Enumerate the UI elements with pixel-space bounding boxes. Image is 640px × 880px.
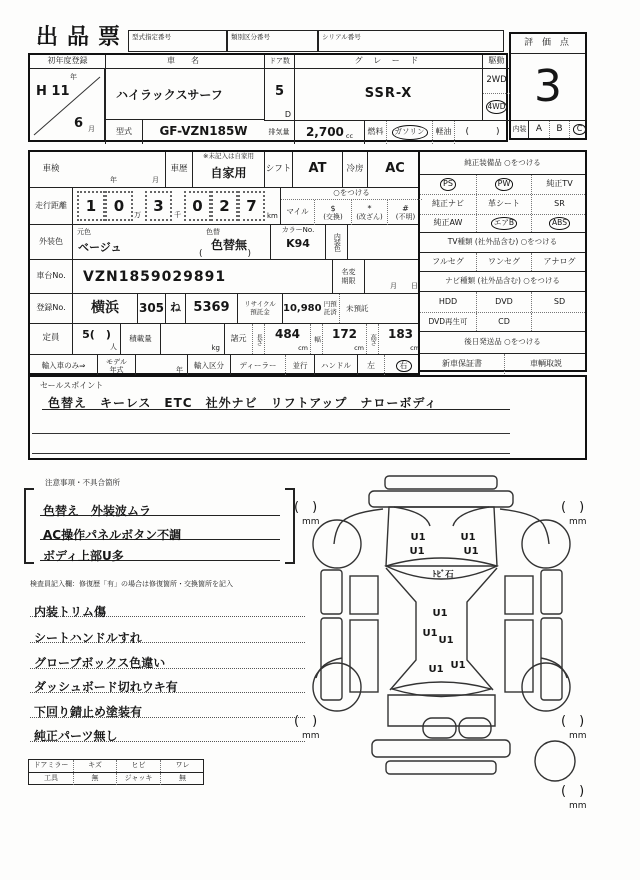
- length-label: 長さ: [255, 333, 264, 345]
- tread-bracket-front-right: ( ): [561, 500, 585, 515]
- displacement-label: 排気量: [268, 127, 290, 136]
- shaken-date-cell: [72, 152, 165, 187]
- mile-flag: マイル: [286, 207, 309, 217]
- tailgate: [388, 695, 495, 726]
- box-serial-no: [318, 30, 504, 52]
- front-bumper: [369, 491, 513, 507]
- drive-4wd-cell: [483, 94, 510, 120]
- shift-label: シフト: [264, 152, 292, 187]
- capacity-cell: [72, 324, 120, 354]
- rating-score: 3: [534, 60, 562, 112]
- later-ship-header: 後日発送品 ○をつける: [420, 332, 585, 354]
- doors-value: 5: [274, 83, 285, 99]
- rear-wheel-right: [522, 663, 570, 711]
- pillar-line-right: [467, 568, 497, 690]
- tool-doormirror: ドアミラー: [33, 761, 69, 770]
- recolor-parens: ( ): [199, 249, 252, 259]
- reg-kana: ね: [165, 294, 185, 323]
- later-ship-row: [420, 354, 585, 374]
- handle-label: ハンドル: [314, 355, 357, 377]
- height-unit: cm: [410, 344, 420, 352]
- rear-bumper-strip: [386, 761, 496, 774]
- defect-6: 純正パーツ無し: [34, 729, 118, 743]
- color-no-cell: [270, 225, 325, 259]
- navi-cd: CD: [476, 313, 531, 331]
- rear-fender-left: [316, 658, 342, 678]
- sill-left-front: [321, 570, 342, 614]
- first-reg-header: 初年度登録: [30, 55, 105, 69]
- headlight-left: [394, 507, 430, 526]
- mileage-label: 走行距離: [35, 200, 67, 210]
- mileage-digit-6: 7: [238, 191, 265, 221]
- tool-break-none: 無: [160, 773, 204, 785]
- damage-u1-roof-1: U1: [432, 608, 448, 619]
- handle-right-circled: 右: [396, 360, 412, 373]
- car-damage-diagram: [290, 468, 640, 830]
- note-line-2: [40, 524, 280, 540]
- tailgate-handle-left: [423, 718, 456, 738]
- interior-grade-c-circled: C: [573, 124, 587, 135]
- later-warranty: 新車保証書: [442, 358, 482, 368]
- first-reg-year-symbol: 年: [70, 73, 77, 81]
- width-cell: [322, 324, 366, 354]
- box-class-label: 類別区分番号: [231, 33, 270, 41]
- specs-label: 諸元: [224, 324, 252, 354]
- fuel-row: [264, 120, 510, 144]
- unknown-flag: [387, 200, 423, 225]
- fuel-diesel-parens: ( ): [454, 121, 510, 144]
- equipment-panel: [420, 150, 587, 372]
- height-cell: [378, 324, 422, 354]
- spare-tire: [535, 741, 575, 781]
- front-wheel-right: [522, 520, 570, 568]
- model-year-label-1: モデル: [106, 357, 127, 366]
- import-class-label: 輸入区分: [187, 355, 230, 377]
- reg-label: 登録No.: [36, 303, 66, 313]
- defect-line-6: [30, 725, 305, 742]
- row-registration: [30, 294, 418, 324]
- equip-row-2: [420, 195, 585, 215]
- door-left-rear: [350, 620, 378, 692]
- inspector-note: 検査員記入欄：修復歴「有」の場合は修復箇所・交換箇所を記入: [30, 580, 233, 588]
- damage-u1-hood-4: U1: [463, 546, 479, 557]
- defect-line-5: [30, 701, 305, 718]
- model-code-value: GF-VZN185W: [142, 120, 264, 144]
- headlight-right: [453, 507, 489, 526]
- mileage-km-unit: km: [267, 212, 278, 220]
- shaken-month-symbol: 月: [152, 176, 159, 184]
- history-cell: [192, 152, 264, 187]
- exchange-label: (交換): [323, 213, 343, 222]
- tool-crack: ヒビ: [116, 760, 160, 772]
- reg-area: 横浜: [72, 294, 137, 323]
- equip-oem-tv: 純正TV: [531, 175, 587, 194]
- equip-airbag-cell: [476, 215, 531, 232]
- width-label-cell: [310, 324, 322, 354]
- length-label-cell: [252, 324, 264, 354]
- interior-grade-row: [511, 120, 585, 138]
- shaken-year-symbol: 年: [110, 176, 117, 184]
- front-wheel-left: [313, 520, 361, 568]
- model-year-label-2: 年式: [109, 366, 124, 374]
- pillar-line-left: [386, 568, 416, 690]
- navi-dvd-play: DVD再生可: [428, 316, 468, 326]
- damage-u1-hood-1: U1: [410, 532, 426, 543]
- damage-u1-hood-2: U1: [460, 532, 476, 543]
- equip-abs-circled: ABS: [549, 217, 570, 229]
- tv-type-header: TV種類 (社外品含む) ○をつける: [420, 233, 585, 253]
- defect-1: 内装トリム傷: [34, 605, 107, 619]
- equip-pw-circled: PW: [495, 178, 514, 191]
- height-label: 高さ: [369, 333, 378, 345]
- capacity-value: 5( ): [82, 328, 111, 341]
- first-reg-month-value: 6: [74, 116, 84, 131]
- car-name-cell: [105, 69, 264, 120]
- orig-color-value: ベージュ: [78, 241, 122, 254]
- shift-value: AT: [292, 152, 342, 187]
- detail-table: [28, 150, 420, 375]
- damage-u1-hood-3: U1: [409, 546, 425, 557]
- equip-row-1: [420, 175, 585, 195]
- vehicle-id-table: [28, 53, 508, 142]
- equip-leather-seat: 革シート: [476, 195, 531, 214]
- defect-4: ダッシュボード切れウキ有: [34, 680, 178, 694]
- ext-color-label: 外装色: [39, 236, 63, 246]
- interior-label: 内装: [511, 121, 529, 138]
- navi-sd: SD: [531, 292, 587, 312]
- sill-right-front: [541, 570, 562, 614]
- recycle-label-1: リサイクル: [244, 300, 276, 309]
- circle-note: ○をつける: [281, 188, 422, 200]
- int-color-cell: [325, 225, 347, 259]
- rating-box: [509, 32, 587, 140]
- mm-rear-left: mm: [302, 731, 320, 741]
- notes-bracket-left: [24, 488, 34, 564]
- recycle-label-2: 預託金: [250, 307, 270, 316]
- mileage-digit-5: 2: [211, 191, 238, 221]
- altered-symbol: *: [367, 203, 372, 213]
- defect-line-4: [30, 676, 305, 693]
- sales-points-box: [28, 375, 587, 460]
- shaken-label: 車検: [42, 163, 60, 174]
- front-bumper-strip: [385, 476, 497, 489]
- tools-row-2: [29, 773, 203, 785]
- navi-row-1: [420, 292, 585, 313]
- tread-bracket-rear-left: ( ): [294, 714, 318, 729]
- equip-ps-cell: [420, 175, 476, 194]
- fuel-gasoline-circled: ガソリン: [392, 125, 428, 139]
- tool-scratch: キズ: [73, 760, 116, 772]
- height-label-cell: [366, 324, 378, 354]
- tread-bracket-front-left: ( ): [294, 500, 318, 515]
- rating-title: 評 価 点: [511, 34, 585, 54]
- navi-empty-cell: [531, 313, 587, 331]
- cooling-label: 冷房: [342, 152, 367, 187]
- length-value: 484: [274, 327, 301, 341]
- unknown-label: (不明): [395, 213, 416, 222]
- capacity-unit: 人: [110, 343, 117, 351]
- mm-rear-right: mm: [569, 731, 587, 741]
- tool-jack: ジャッキ: [116, 773, 160, 785]
- recycle-paid-cell: [282, 294, 339, 323]
- equip-row-3: [420, 215, 585, 233]
- drive-2wd: 2WD: [483, 69, 510, 94]
- exchange-symbol: $: [330, 203, 336, 213]
- defect-line-2: [30, 627, 305, 643]
- unknown-symbol: #: [402, 203, 409, 213]
- mileage-sen-symbol: 千: [174, 211, 181, 219]
- recolor-value: 色替無: [211, 238, 248, 252]
- mileage-digit-4: 0: [184, 191, 211, 221]
- equip-airbag-circled: エアB: [491, 217, 517, 229]
- sheet-title: 出品票: [36, 25, 130, 50]
- recolor-label: 色替: [206, 228, 220, 236]
- width-label: 幅: [313, 336, 322, 342]
- later-manual: 車輌取説: [504, 354, 587, 374]
- sales-points-label: セールスポイント: [40, 381, 104, 390]
- box-class-no: [227, 30, 318, 52]
- hood-panel: [386, 507, 497, 566]
- car-name-header: 車 名: [105, 55, 264, 69]
- reg-class: 305: [137, 294, 165, 323]
- drive-cell: [482, 69, 510, 120]
- equip-pw-cell: [476, 175, 531, 194]
- name-change-label-2: 期限: [341, 276, 356, 285]
- defect-2: シートハンドルすれ: [34, 631, 142, 645]
- name-change-label-1: 名変: [341, 268, 356, 277]
- tv-fullseg: フルセグ: [432, 256, 464, 266]
- mm-front-right: mm: [569, 517, 587, 527]
- interior-grade-a: A: [535, 123, 543, 134]
- doors-header: ドア数: [264, 55, 294, 69]
- damage-u1-roof-3: U1: [438, 635, 454, 646]
- sales-points-text: 色替え キーレス ETC 社外ナビ リフトアップ ナローボディ: [48, 396, 438, 410]
- model-code-label: 型式: [105, 120, 142, 144]
- damage-stone-chip: ﾄﾋﾞ石: [432, 570, 454, 580]
- defect-5: 下回り錆止め塗装有: [34, 705, 143, 719]
- load-unit: kg: [211, 344, 220, 352]
- history-value: 自家用: [210, 166, 247, 181]
- recycle-unpaid-cell: [339, 294, 422, 323]
- doors-cell: [264, 69, 294, 120]
- load-label: 積載量: [120, 324, 160, 354]
- row-inspection: [30, 152, 418, 188]
- interior-grade-c-cell: [569, 121, 589, 138]
- rear-bumper: [372, 740, 510, 757]
- grade-value: SSR-X: [294, 69, 482, 120]
- orig-color-label: 元色: [77, 228, 91, 236]
- tv-analog: アナログ: [531, 253, 587, 271]
- int-color-value-cell: [347, 225, 422, 259]
- drive-4wd-circled: 4WD: [486, 100, 508, 114]
- chassis-value: VZN1859029891: [83, 268, 227, 285]
- note-line-1: [40, 500, 280, 516]
- int-color-label: 内装色: [333, 233, 342, 251]
- row-color: [30, 225, 418, 260]
- mileage-digit-3: 3: [145, 191, 172, 221]
- color-no-value: K94: [286, 237, 310, 250]
- box-serial-label: シリアル番号: [322, 33, 361, 41]
- row-import: [30, 355, 418, 377]
- car-name-value: ハイラックスサーフ: [116, 87, 223, 102]
- tv-oneseg: ワンセグ: [476, 253, 531, 271]
- color-cell: [72, 225, 270, 259]
- navi-type-header: ナビ種類 (社外品含む) ○をつける: [420, 272, 585, 292]
- capacity-label: 定員: [42, 333, 60, 344]
- model-year-label: [97, 355, 135, 377]
- handle-right-cell: [384, 355, 422, 377]
- row-mileage: [30, 188, 418, 225]
- fuel-gasoline-cell: [386, 121, 432, 144]
- navi-hdd: HDD: [438, 296, 458, 306]
- model-year-unit: 年: [176, 366, 183, 374]
- interior-grade-b: B: [549, 121, 569, 138]
- mileage-man-symbol: 万: [134, 211, 141, 219]
- note-3: ボディ上部U多: [43, 549, 124, 563]
- equip-sunroof: SR: [531, 195, 587, 214]
- width-unit: cm: [354, 344, 364, 352]
- fuel-diesel-label: 軽油: [432, 121, 454, 144]
- damage-u1-roof-4: U1: [428, 664, 444, 675]
- displacement-unit: cc: [345, 131, 354, 140]
- door-left-front: [350, 576, 378, 614]
- chassis-cell: [72, 260, 332, 293]
- sales-points-line-1: [42, 392, 510, 410]
- equip-oem-aw: 純正AW: [433, 218, 463, 228]
- exchange-flag: [314, 200, 351, 225]
- notes-header: 注意事項・不具合箇所: [45, 478, 120, 487]
- first-reg-cell: [30, 69, 105, 140]
- door-right-front: [505, 576, 533, 614]
- damage-u1-roof-5: U1: [450, 660, 466, 671]
- defect-line-3: [30, 652, 305, 669]
- equip-ps-circled: PS: [440, 178, 456, 191]
- cooling-value: AC: [367, 152, 422, 187]
- oem-equip-header: 純正装備品 ○をつける: [420, 152, 585, 175]
- doors-suffix: D: [284, 110, 291, 119]
- grade-header: グ レ ー ド: [294, 55, 482, 69]
- recycle-paid-value: 10,980: [283, 303, 322, 314]
- note-line-3: [40, 545, 280, 561]
- width-value: 172: [331, 327, 358, 341]
- model-year-cell: [135, 355, 187, 377]
- load-cell: [160, 324, 224, 354]
- tool-break: ワレ: [160, 760, 204, 772]
- mileage-digits-cell: [72, 188, 280, 224]
- name-change-label: [332, 260, 364, 293]
- row-chassis: [30, 260, 418, 294]
- mileage-flags-cell: [280, 188, 422, 224]
- chassis-label: 車台No.: [36, 271, 66, 281]
- equip-abs-cell: [531, 215, 587, 232]
- equip-oem-navi: 純正ナビ: [432, 199, 464, 209]
- name-change-md: 月 日: [390, 282, 418, 290]
- recycle-paid-suffix: 円預託済: [323, 300, 337, 316]
- displacement-cell: [294, 121, 364, 144]
- tv-type-row: [420, 253, 585, 272]
- note-2: AC操作パネルボタン不調: [43, 528, 182, 542]
- box-model-designation-no: [128, 30, 227, 52]
- color-no-label: カラーNo.: [281, 226, 315, 234]
- altered-label: (改ざん): [356, 213, 383, 222]
- import-parallel: 並行: [285, 355, 314, 377]
- history-note: ※未記入は自家用: [203, 152, 254, 160]
- navi-row-2: [420, 313, 585, 332]
- altered-flag: [351, 200, 387, 225]
- mm-front-left: mm: [302, 517, 320, 527]
- note-1: 色替え 外装波ムラ: [43, 504, 152, 518]
- sales-points-line-2: [32, 416, 510, 434]
- sales-points-line-3: [32, 436, 510, 454]
- navi-dvd: DVD: [476, 292, 531, 312]
- defect-3: グローブボックス色違い: [34, 656, 166, 670]
- fuel-label: 燃料: [364, 121, 386, 144]
- handle-left: 左: [357, 355, 384, 377]
- defect-line-1: [30, 601, 305, 617]
- length-cell: [264, 324, 310, 354]
- drive-header: 駆動: [482, 55, 510, 69]
- rear-wheel-left: [313, 663, 361, 711]
- mileage-digit-2: 0: [105, 191, 133, 221]
- reg-number: 5369: [185, 294, 237, 323]
- name-change-date-cell: [364, 260, 422, 293]
- row-dimensions: [30, 324, 418, 355]
- tread-bracket-spare: ( ): [561, 784, 585, 799]
- mileage-digit-1: 1: [77, 191, 105, 221]
- box-model-designation-label: 型式指定番号: [132, 33, 171, 41]
- front-fender-left: [334, 509, 383, 544]
- tool-kit: 工具: [44, 774, 58, 783]
- tread-bracket-rear-right: ( ): [561, 714, 585, 729]
- damage-u1-roof-2: U1: [422, 628, 438, 639]
- tailgate-handle-right: [459, 718, 491, 738]
- displacement-value: 2,700: [305, 124, 344, 139]
- height-value: 183: [387, 327, 414, 341]
- mm-spare: mm: [569, 801, 587, 811]
- front-fender-right: [500, 509, 549, 544]
- tools-row-1: [29, 760, 203, 773]
- first-reg-month-symbol: 月: [88, 125, 95, 133]
- tools-table: [28, 759, 204, 785]
- door-right-rear: [505, 620, 533, 692]
- recycle-label: [237, 294, 282, 323]
- rear-fender-right: [541, 658, 567, 678]
- first-reg-year-value: H 11: [36, 84, 70, 99]
- length-unit: cm: [298, 344, 308, 352]
- import-only-label: 輸入車のみ⇒: [41, 360, 86, 370]
- recycle-unpaid: 未預託: [346, 304, 369, 313]
- history-label: 車歴: [165, 152, 192, 187]
- import-dealer: ディーラー: [230, 355, 285, 377]
- tool-scratch-none: 無: [73, 773, 116, 785]
